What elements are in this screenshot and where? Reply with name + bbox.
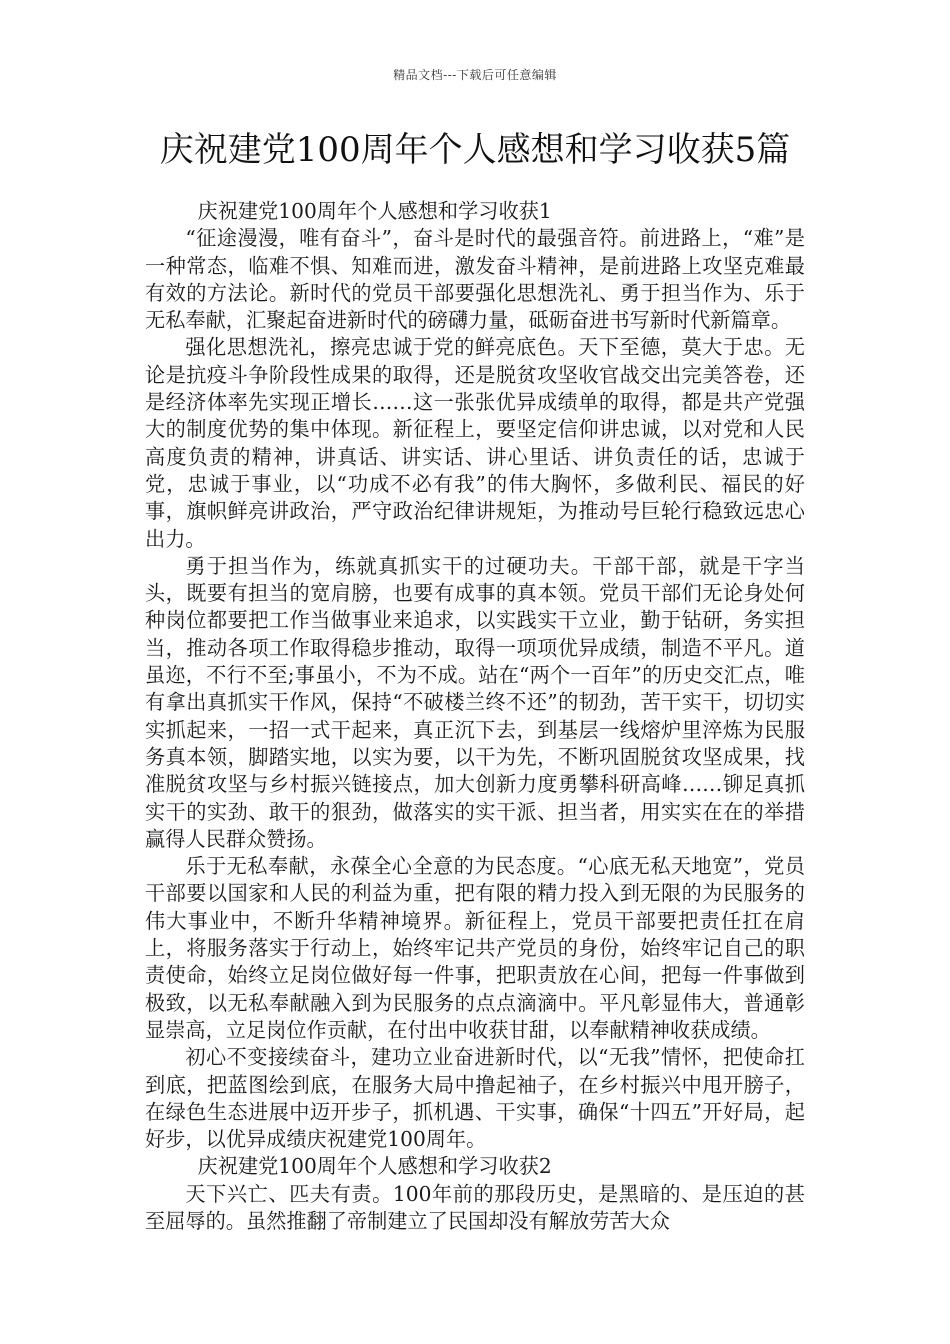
paragraph: 乐于无私奉献，永葆全心全意的为民态度。“心底无私天地宽”，党员干部要以国家和人民的利益为重，把有限的精力投入到无限的为民服务的伟大事业中，不断升华精神境界。新征程上，党员干部要把责任扛在肩上，将服务落实于行动上，始终牢记共产党员的身份，始终牢记自己的职责使命，始终立足岗位做好每一件事，把职责放在心间，把每一件事做到极致，以无私奉献融入到为民服务的点点滴滴中。平凡彰显伟大，普通彰显崇高，立足岗位作贡献，在付出中收获甘甜，以奉献精神收获成绩。 — [145, 854, 805, 1042]
paragraph: 天下兴亡、匹夫有责。100年前的那段历史，是黑暗的、是压迫的甚至屈辱的。虽然推翻了帝制建立了民国却没有解放劳苦大众 — [145, 1181, 805, 1233]
document-body — [145, 198, 805, 1235]
paragraph: “征途漫漫，唯有奋斗”，奋斗是时代的最强音符。前进路上，“难”是一种常态，临难不惧、知难而进，激发奋斗精神，是前进路上攻坚克难最有效的方法论。新时代的党员干部要强化思想洗礼、勇于担当作为、乐于无私奉献，汇聚起奋进新时代的磅礴力量，砥砺奋进书写新时代新篇章。 — [145, 226, 805, 333]
section-subtitle: 庆祝建党100周年个人感想和学习收获2 — [197, 1154, 552, 1179]
document-title: 庆祝建党100周年个人感想和学习收获5篇 — [159, 130, 791, 170]
paragraph: 初心不变接续奋斗，建功立业奋进新时代，以“无我”情怀，把使命扛到底，把蓝图绘到底，在服务大局中撸起袖子，在乡村振兴中甩开膀子，在绿色生态进展中迈开步子，抓机遇、干实事，确保“十四五”开好局，起好步，以优异成绩庆祝建党100周年。 — [145, 1045, 805, 1152]
paragraph: 勇于担当作为，练就真抓实干的过硬功夫。干部干部，就是干字当头，既要有担当的宽肩膀，也要有成事的真本领。党员干部们无论身处何种岗位都要把工作当做事业来追求，以实践实干立业，勤于钻研，务实担当，推动各项工作取得稳步推动，取得一项项优异成绩，制造不平凡。道虽迩，不行不至;事虽小，不为不成。站在“两个一百年”的历史交汇点，唯有拿出真抓实干作风，保持“不破楼兰终不还”的韧劲，苦干实干，切切实实抓起来，一招一式干起来，真正沉下去，到基层一线熔炉里淬炼为民服务真本领，脚踏实地，以实为要，以干为先，不断巩固脱贫攻坚成果，找准脱贫攻坚与乡村振兴链接点，加大创新力度勇攀科研高峰……铆足真抓实干的实劲、敢干的狠劲，做落实的实干派、担当者，用实实在在的举措赢得人民群众赞扬。 — [145, 553, 805, 851]
header-note: 精品文档---下载后可任意编辑 — [393, 68, 557, 82]
section-subtitle: 庆祝建党100周年个人感想和学习收获1 — [197, 199, 552, 223]
paragraph: 强化思想洗礼，擦亮忠诚于党的鲜亮底色。天下至德，莫大于忠。无论是抗疫斗争阶段性成果的取得，还是脱贫攻坚收官战交出完美答卷，还是经济体率先实现正增长……这一张张优异成绩单的取得，都是共产党强大的制度优势的集中体现。新征程上，要坚定信仰讲忠诚，以对党和人民高度负责的精神，讲真话、讲实话、讲心里话、讲负责任的话，忠诚于党，忠诚于事业，以“功成不必有我”的伟大胸怀，多做利民、福民的好事，旗帜鲜亮讲政治，严守政治纪律讲规矩，为推动号巨轮行稳致远忠心出力。 — [145, 335, 805, 551]
